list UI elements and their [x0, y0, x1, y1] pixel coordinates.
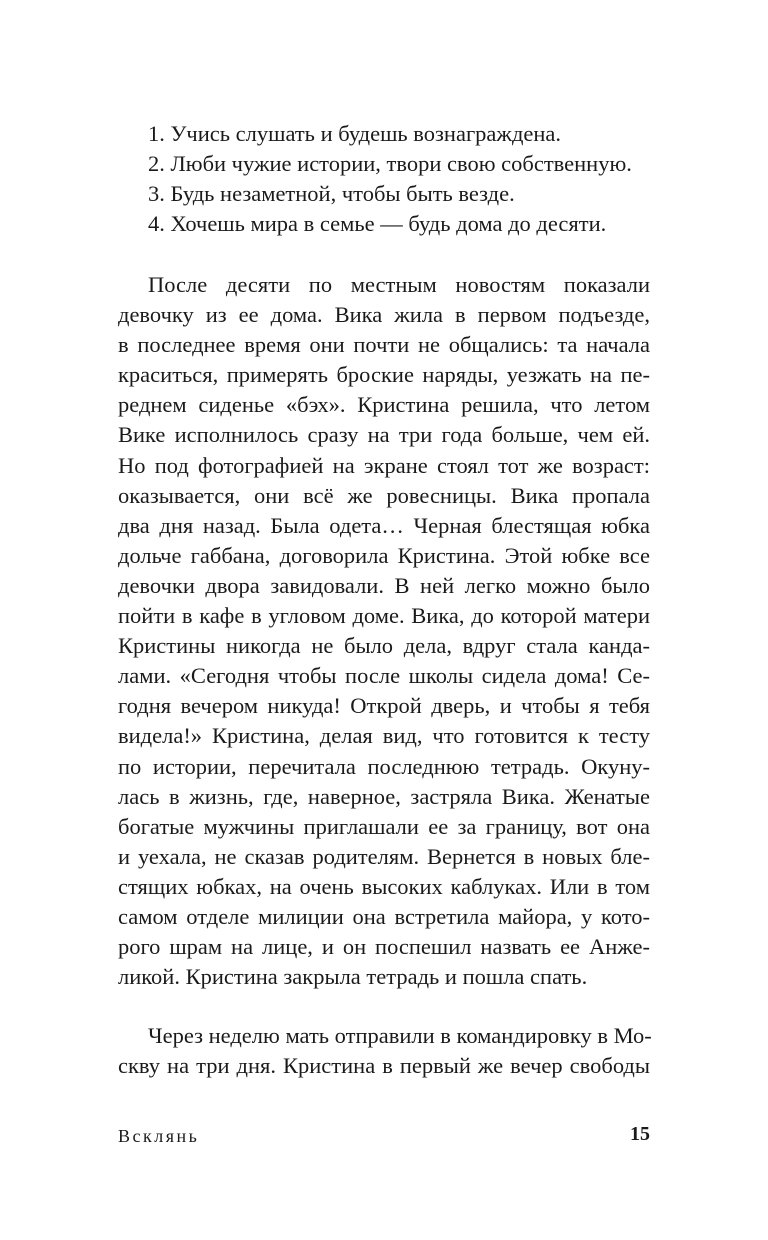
text-line: Кристины никогда не было дела, вдруг стала канда- — [118, 633, 650, 659]
rule-item: 4. Хочешь мира в семье — будь дома до десяти. — [148, 211, 607, 236]
paragraph-2 — [118, 1021, 650, 1081]
text-line: рого шрам на лице, и он поспешил назвать ее Анже- — [118, 934, 650, 960]
text-line: Но под фотографией на экране стоял тот же возраст: — [118, 452, 650, 478]
rule-item: 3. Будь незаметной, чтобы быть везде. — [148, 181, 515, 206]
running-footer-title: Всклянь — [118, 1126, 200, 1146]
text-line: девочку из ее дома. Вика жила в первом подъезде, — [118, 302, 650, 328]
text-line: в последнее время они почти не общались: та начала — [118, 332, 650, 358]
text-line: по истории, перечитала последнюю тетрадь. Окуну- — [118, 753, 650, 779]
text-line: богатые мужчины приглашали ее за границу, вот она — [118, 813, 650, 839]
text-line: Вике исполнилось сразу на три года больше, чем ей. — [118, 422, 650, 448]
rule-item: 1. Учись слушать и будешь вознаграждена. — [148, 121, 562, 146]
rule-item: 2. Люби чужие истории, твори свою собственную. — [148, 151, 632, 176]
text-line: видела!» Кристина, делая вид, что готовится к тесту — [118, 723, 650, 749]
text-line: самом отделе милиции она встретила майора, у кото- — [118, 903, 650, 929]
paragraph-1 — [118, 270, 650, 992]
text-line: девочки двора завидовали. В ней легко можно было — [118, 572, 650, 598]
text-line: лась в жизнь, где, наверное, застряла Вика. Женатые — [118, 783, 650, 809]
text-line: оказывается, они всё же ровесницы. Вика пропала — [118, 482, 650, 508]
text-line: годня вечером никуда! Открой дверь, и чтобы я тебя — [118, 693, 650, 719]
page-number: 15 — [630, 1123, 650, 1145]
text-line: стящих юбках, на очень высоких каблуках. Или в том — [118, 873, 650, 899]
numbered-rules-list — [148, 119, 688, 239]
text-line: скву на три дня. Кристина в первый же вечер свободы — [118, 1053, 650, 1079]
text-line: и уехала, не сказав родителям. Вернется в новых бле- — [118, 843, 650, 869]
text-line: два дня назад. Была одета… Черная блестящая юбка — [118, 512, 650, 538]
text-line: пойти в кафе в угловом доме. Вика, до которой матери — [118, 603, 650, 629]
text-line: реднем сиденье «бэх». Кристина решила, что летом — [118, 392, 650, 418]
text-line: дольче габбана, договорила Кристина. Этой юбке все — [118, 542, 650, 568]
text-line: ликой. Кристина закрыла тетрадь и пошла спать. — [118, 964, 588, 990]
text-line: После десяти по местным новостям показали — [148, 272, 650, 297]
text-line: лами. «Сегодня чтобы после школы сидела дома! Се- — [118, 663, 650, 689]
text-line: краситься, примерять броские наряды, уезжать на пе- — [118, 362, 650, 388]
text-line: Через неделю мать отправили в командировку в Мо- — [148, 1023, 652, 1048]
